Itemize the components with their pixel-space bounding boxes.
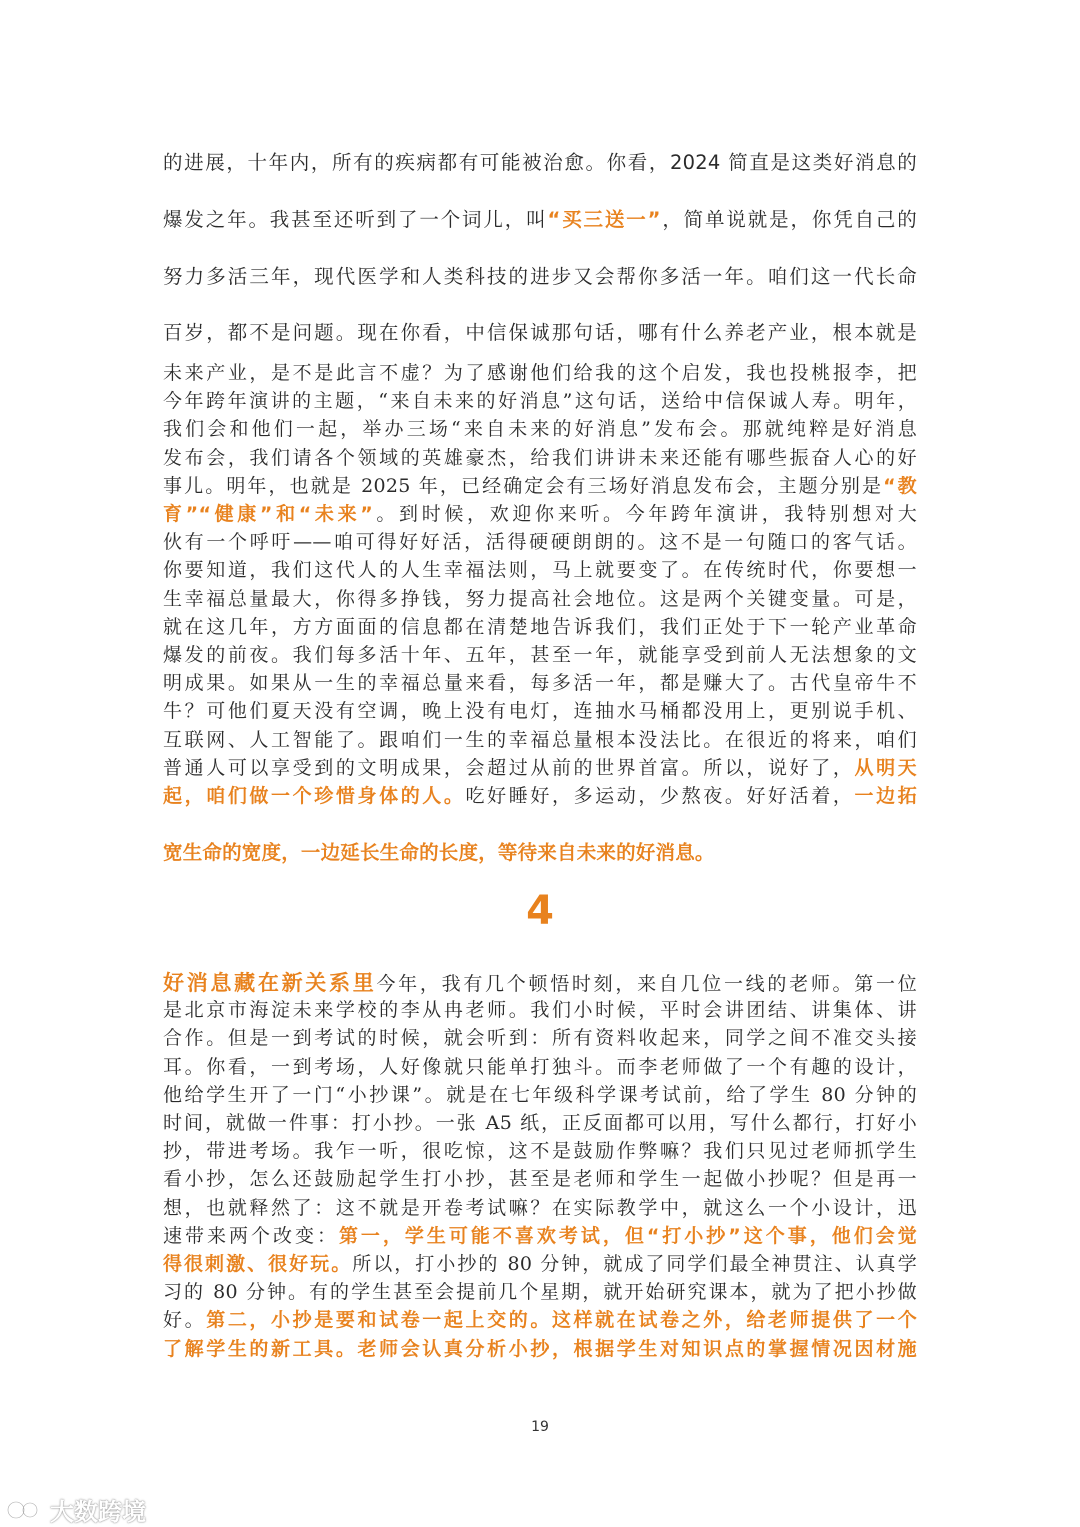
highlighted-text: “买三送一” <box>547 208 661 231</box>
text-line <box>163 358 917 385</box>
body-text: 看小抄，怎么还鼓励起学生打小抄，甚至是老师和学生一起做小抄呢？但是再一 <box>163 1168 917 1191</box>
text-line <box>163 499 917 526</box>
text-line <box>163 527 917 554</box>
body-text: 我们会和他们一起，举办三场“来自未来的好消息”发布会。那就纯粹是好消息 <box>163 418 917 441</box>
text-line <box>163 317 917 345</box>
text-line <box>163 1108 917 1135</box>
text-line <box>163 555 917 582</box>
body-text: 的进展，十年内，所有的疾病都有可能被治愈。你看，2024 简直是这类好消息的 <box>163 151 917 174</box>
text-line <box>163 640 917 667</box>
text-line <box>163 471 917 498</box>
body-text: 。到时候，欢迎你来听。今年跨年演讲，我特别想对大 <box>373 503 917 525</box>
body-text: 吃好睡好，多运动，少熬夜。好好活着， <box>465 785 855 807</box>
text-line <box>163 204 917 232</box>
body-text: 你要知道，我们这代人的人生幸福法则，马上就要变了。在传统时代，你要想一 <box>163 559 917 582</box>
highlighted-text: 第一，学生可能不喜欢考试，但“打小抄”这个事，他们会觉 <box>338 1224 917 1247</box>
body-text: 是北京市海淀未来学校的李从冉老师。我们小时候，平时会讲团结、讲集体、讲 <box>163 999 917 1022</box>
body-text: 想，也就释然了：这不就是开卷考试嘛？在实际教学中，就这么一个小设计，迅 <box>163 1196 917 1219</box>
body-text: 爆发的前夜。我们每多活十年、五年，甚至一年，就能享受到前人无法想象的文 <box>163 644 917 666</box>
text-line <box>163 837 917 865</box>
watermark-logo-icon <box>6 1497 46 1523</box>
body-text: 好。 <box>163 1309 207 1332</box>
highlighted-text: 第二，小抄是要和试卷一起上交的。这样就在试卷之外，给老师提供了一个 <box>206 1309 917 1332</box>
text-line <box>163 584 917 611</box>
text-line <box>163 1052 917 1079</box>
body-text: 发布会，我们请各个领域的英雄豪杰，给我们讲讲未来还能有哪些振奋人心的好 <box>163 446 917 469</box>
text-line <box>163 261 917 289</box>
body-text: 今年，我有几个顿悟时刻，来自几位一线的老师。第一位 <box>376 973 917 995</box>
text-line <box>163 725 917 752</box>
body-text: 努力多活三年，现代医学和人类科技的进步又会帮你多活一年。咱们这一代长命 <box>163 265 917 288</box>
body-text: 所以，打小抄的 80 分钟，就成了同学们最全神贯注、认真学 <box>352 1253 917 1275</box>
watermark <box>6 1492 146 1527</box>
highlighted-text: “教 <box>883 474 917 497</box>
body-text: ，简单说就是，你凭自己的 <box>660 208 917 231</box>
highlighted-text: 了解学生的新工具。老师会认真分析小抄，根据学生对知识点的掌握情况因材施 <box>163 1337 917 1360</box>
body-text: 伙有一个呼吁——咱可得好好活，活得硬硬朗朗的。这不是一句随口的客气话。 <box>163 531 917 554</box>
body-text: 今年跨年演讲的主题，“来自未来的好消息”这句话，送给中信保诚人寿。明年， <box>163 390 917 413</box>
text-line <box>163 386 917 413</box>
text-line <box>163 995 917 1022</box>
text-line <box>163 1277 917 1304</box>
text-line <box>163 147 917 175</box>
body-text: 合作。但是一到考试的时候，就会听到：所有资料收起来，同学之间不准交头接 <box>163 1027 917 1050</box>
text-line <box>163 781 917 808</box>
body-text: 牛？可他们夏天没有空调，晚上没有电灯，连抽水马桶都没用上，更别说手机、 <box>163 700 917 723</box>
text-line <box>163 1221 917 1248</box>
body-text: 他给学生开了一门“小抄课”。就是在七年级科学课考试前，给了学生 80 分钟的 <box>163 1083 917 1106</box>
text-line <box>163 668 917 695</box>
text-line <box>163 1164 917 1191</box>
body-text: 明成果。如果从一生的幸福总量来看，每多活一年，都是赚大了。古代皇帝牛不 <box>163 672 917 695</box>
highlighted-text: 起，咱们做一个珍惜身体的人。 <box>163 785 466 807</box>
body-text: 事儿。明年，也就是 2025 年，已经确定会有三场好消息发布会，主题分别是 <box>163 474 884 497</box>
body-text: 互联网、人工智能了。跟咱们一生的幸福总量根本没法比。在很近的将来，咱们 <box>163 728 917 751</box>
text-line <box>163 1023 917 1050</box>
highlighted-text: 从明天 <box>854 756 917 779</box>
text-line <box>163 414 917 441</box>
body-text: 就在这几年，方方面面的信息都在清楚地告诉我们，我们正处于下一轮产业革命 <box>163 615 917 638</box>
page-number: 19 <box>531 1419 549 1435</box>
text-line <box>163 967 917 997</box>
section-heading: 好消息藏在新关系里 <box>163 971 377 995</box>
body-text: 生幸福总量最大，你得多挣钱，努力提高社会地位。这是两个关键变量。可是， <box>163 587 917 610</box>
body-text: 习的 80 分钟。有的学生甚至会提前几个星期，就开始研究课本，就为了把小抄做 <box>163 1281 917 1304</box>
body-text: 时间，就做一件事：打小抄。一张 A5 纸，正反面都可以用，写什么都行，打好小 <box>163 1112 917 1134</box>
text-line <box>163 696 917 723</box>
text-line <box>163 1136 917 1163</box>
highlighted-text: 得很刺激、很好玩。 <box>163 1253 353 1275</box>
text-line <box>163 1249 917 1276</box>
body-text: 百岁，都不是问题。现在你看，中信保诚那句话，哪有什么养老产业，根本就是 <box>163 321 917 344</box>
body-text: 未来产业，是不是此言不虚？为了感谢他们给我的这个启发，我也投桃报李，把 <box>163 362 917 384</box>
text-line <box>163 612 917 639</box>
highlighted-text: 一边拓 <box>854 785 918 807</box>
body-text: 抄，带进考场。我乍一听，很吃惊，这不是鼓励作弊嘛？我们只见过老师抓学生 <box>163 1140 917 1163</box>
text-line <box>163 1193 917 1220</box>
body-text: 耳。你看，一到考场，人好像就只能单打独斗。而李老师做了一个有趣的设计， <box>163 1055 917 1078</box>
text-line <box>163 1080 917 1107</box>
body-text: 速带来两个改变： <box>163 1224 339 1247</box>
text-line <box>163 1305 917 1332</box>
watermark-text: 大数跨境 <box>50 1498 146 1526</box>
body-text: 爆发之年。我甚至还听到了一个词儿，叫 <box>163 208 548 231</box>
highlighted-text: 育”“健康”和“未来” <box>163 503 374 525</box>
highlighted-text: 宽生命的宽度，一边延长生命的长度，等待来自未来的好消息。 <box>163 841 715 864</box>
section-number: 4 <box>526 888 554 934</box>
body-text: 普通人可以享受到的文明成果，会超过从前的世界首富。所以，说好了， <box>163 756 855 779</box>
text-line <box>163 1334 917 1361</box>
text-line <box>163 753 917 780</box>
text-line <box>163 443 917 470</box>
